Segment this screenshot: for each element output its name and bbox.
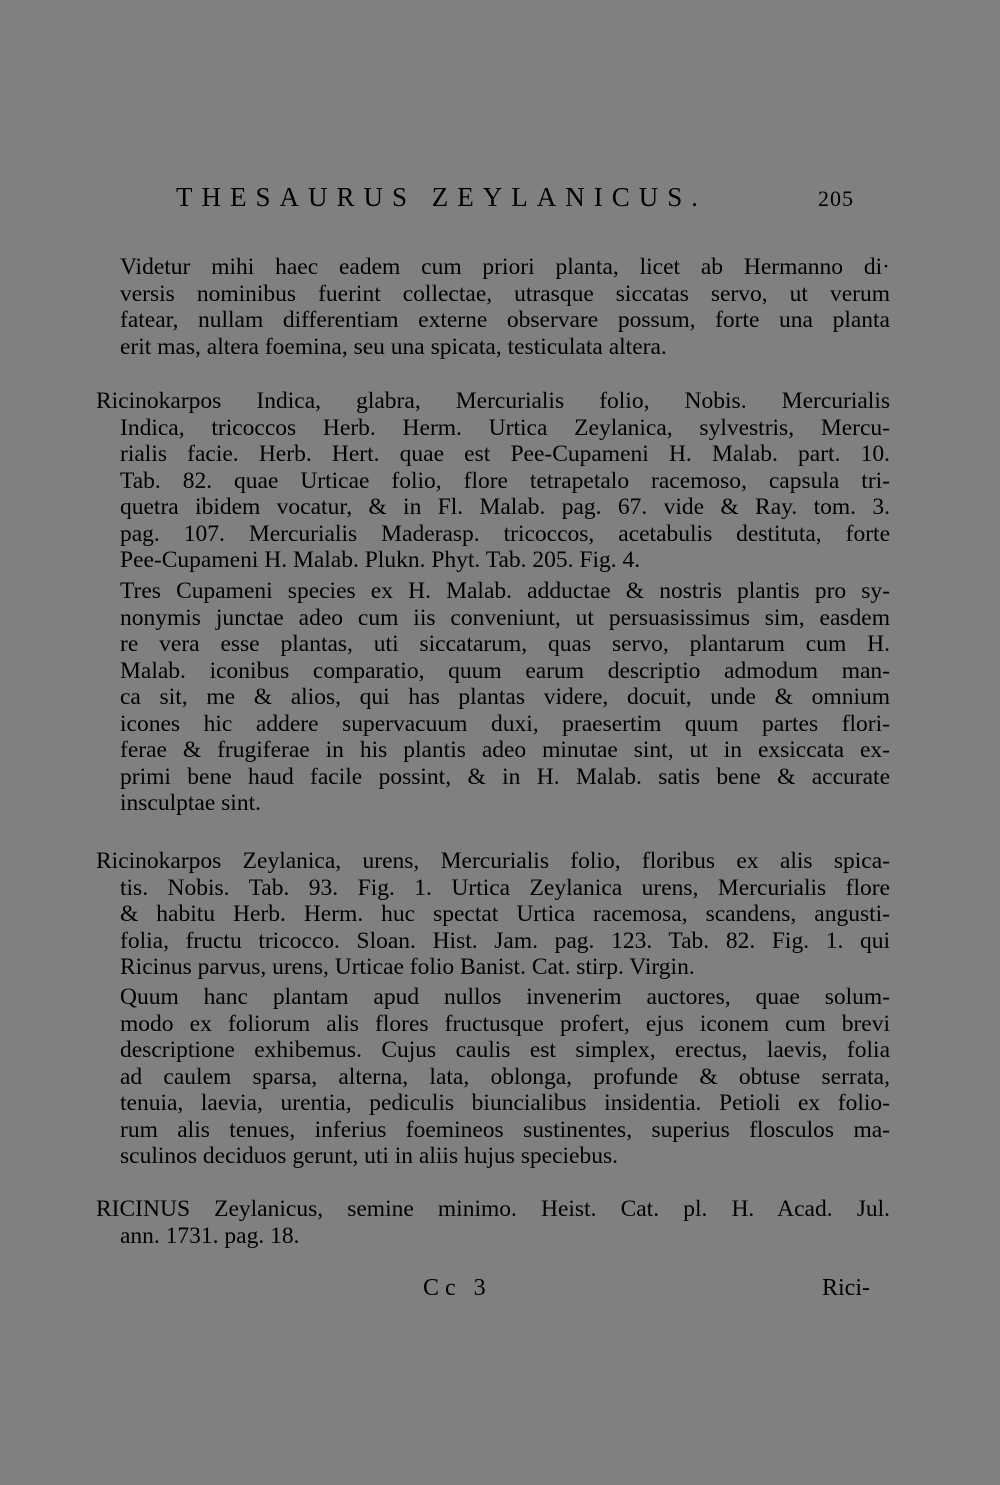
text-line: ferae & frugiferae in his plantis adeo minutae sint, ut in exsiccata ex- bbox=[120, 737, 890, 763]
entry-ricinokarpos-indica bbox=[96, 388, 890, 574]
text-line: Malab. iconibus comparatio, quum earum descriptio admodum man- bbox=[120, 657, 890, 684]
text-line: modo ex foliorum alis flores fructusque profert, ejus iconem cum brevi bbox=[120, 1010, 890, 1037]
page-number: 205 bbox=[818, 186, 854, 211]
text-line: ad caulem sparsa, alterna, lata, oblonga, profunde & obtuse serrata, bbox=[120, 1063, 890, 1090]
text-line: Pee-Cupameni H. Malab. Plukn. Phyt. Tab. 205. Fig. 4. bbox=[120, 547, 641, 573]
text-line: tis. Nobis. Tab. 93. Fig. 1. Urtica Zeylanica urens, Mercurialis flore bbox=[120, 874, 890, 901]
text-line: ca sit, me & alios, qui has plantas videre, docuit, unde & omnium bbox=[120, 684, 890, 710]
text-line: rialis facie. Herb. Hert. quae est Pee-Cupameni H. Malab. part. 10. bbox=[120, 441, 890, 467]
text-line: insculptae sint. bbox=[120, 790, 261, 816]
entry-ricinus-zeylanicus bbox=[96, 1196, 890, 1249]
text-line: tenuia, laevia, urentia, pediculis biuncialibus insidentia. Petioli ex folio- bbox=[120, 1090, 890, 1116]
text-line: nonymis junctae adeo cum iis conveniunt, ut persuasissimus sim, easdem bbox=[120, 604, 890, 631]
text-line: Ricinokarpos Indica, glabra, Mercurialis folio, Nobis. Mercurialis bbox=[96, 388, 890, 414]
text-line: ann. 1731. pag. 18. bbox=[120, 1222, 300, 1249]
text-line: erit mas, altera foemina, seu una spicata, testiculata altera. bbox=[120, 333, 667, 360]
text-line: RICINUS Zeylanicus, semine minimo. Heist. Cat. pl. H. Acad. Jul. bbox=[96, 1196, 890, 1222]
text-line: icones hic addere supervacuum duxi, praesertim quum partes flori- bbox=[120, 710, 890, 737]
text-line: sculinos deciduos gerunt, uti in aliis hujus speciebus. bbox=[120, 1143, 619, 1169]
text-line: Videtur mihi haec eadem cum priori planta, licet ab Hermanno di· bbox=[120, 254, 890, 280]
text-line: versis nominibus fuerint collectae, utrasque siccatas servo, ut verum bbox=[120, 280, 890, 307]
text-line: & habitu Herb. Herm. huc spectat Urtica racemosa, scandens, angusti- bbox=[120, 901, 890, 927]
text-line: Ricinokarpos Zeylanica, urens, Mercurialis folio, floribus ex alis spica- bbox=[96, 848, 890, 874]
text-line: rum alis tenues, inferius foemineos sustinentes, superius flosculos ma- bbox=[120, 1116, 890, 1143]
paragraph-3 bbox=[120, 578, 890, 817]
text-line: quetra ibidem vocatur, & in Fl. Malab. pag. 67. vide & Ray. tom. 3. bbox=[120, 494, 890, 520]
text-line: re vera esse plantas, uti siccatarum, quas servo, plantarum cum H. bbox=[120, 631, 890, 657]
text-line: Ricinus parvus, urens, Urticae folio Banist. Cat. stirp. Virgin. bbox=[120, 954, 695, 980]
catchword: Rici- bbox=[822, 1275, 870, 1301]
paragraph-5 bbox=[120, 984, 890, 1170]
text-line: Indica, tricoccos Herb. Herm. Urtica Zeylanica, sylvestris, Mercu- bbox=[120, 414, 890, 441]
text-line: primi bene haud facile possint, & in H. Malab. satis bene & accurate bbox=[120, 763, 890, 790]
running-header bbox=[176, 182, 896, 213]
text-line: fatear, nullam differentiam externe observare possum, forte una planta bbox=[120, 307, 890, 333]
running-title: THESAURUS ZEYLANICUS. bbox=[176, 182, 708, 212]
text-line: Tab. 82. quae Urticae folio, flore tetrapetalo racemoso, capsula tri- bbox=[120, 467, 890, 494]
text-line: descriptione exhibemus. Cujus caulis est simplex, erectus, laevis, folia bbox=[120, 1037, 890, 1063]
text-line: folia, fructu tricocco. Sloan. Hist. Jam. pag. 123. Tab. 82. Fig. 1. qui bbox=[120, 927, 890, 954]
text-line: pag. 107. Mercurialis Maderasp. tricoccos, acetabulis destituta, forte bbox=[120, 520, 890, 547]
text-line: Quum hanc plantam apud nullos invenerim auctores, quae solum- bbox=[120, 984, 890, 1010]
entry-ricinokarpos-zeylanica bbox=[96, 848, 890, 981]
signature-mark: Cc 3 bbox=[423, 1275, 492, 1301]
paragraph-1 bbox=[120, 254, 890, 360]
text-line: Tres Cupameni species ex H. Malab. adductae & nostris plantis pro sy- bbox=[120, 578, 890, 604]
